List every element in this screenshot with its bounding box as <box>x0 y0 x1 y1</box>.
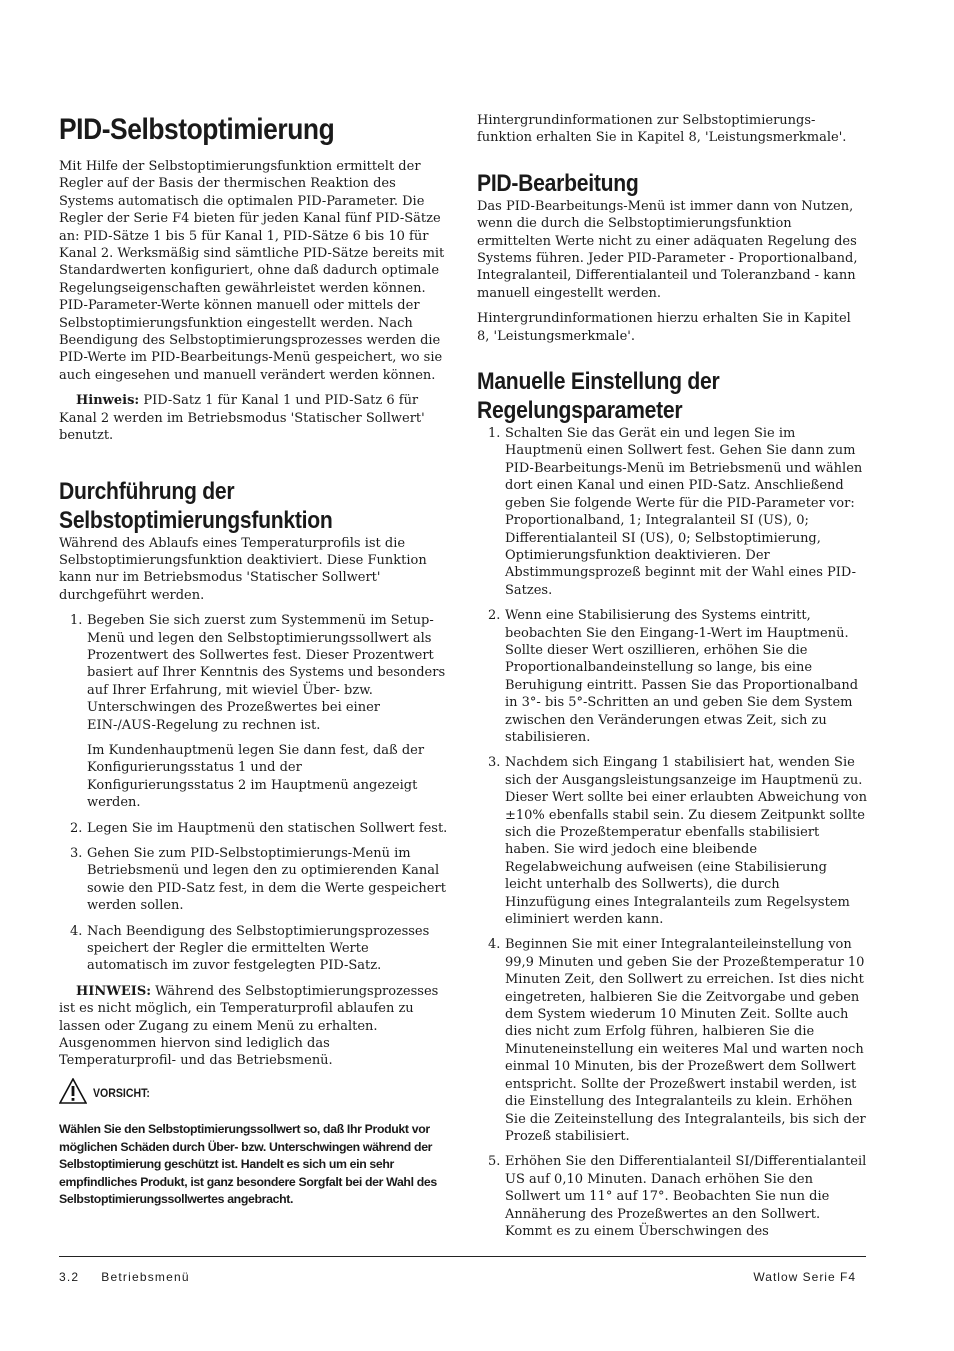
warning-triangle-icon <box>59 1078 93 1109</box>
page-number: 3.2 <box>59 1270 80 1284</box>
section-heading-autotune-line1: Durchführung der <box>59 477 235 505</box>
manual-steps <box>477 425 867 1240</box>
caution-text: Wählen Sie den Selbstoptimierungssollwert so, daß Ihr Produkt vor möglichen Schäden durch Über- bzw. Unterschwingen während der Selbstoptimierung geschützt ist. Handelt es sich um ein sehr empfindliches Produkt, ist ganz besondere Sorgfalt bei der Wahl des Selbstoptimierungssollwertes angebracht. <box>59 1122 437 1206</box>
step-number: 2. <box>488 608 501 624</box>
step-text: Beginnen Sie mit einer Integralanteileinstellung von 99,9 Minuten und geben Sie der Prozeßtemperatur 10 Minuten Zeit, den Sollwert zu erreichen. Ist dies nicht eingetreten, halbieren Sie die Zeitvorgabe und geben dem System wiederum 10 Minuten Zeit. Sollte auch dies nicht zum Erfolg führen, halbieren Sie die Minuteneinstellung ein weiteres Mal und warten noch einmal 10 Minuten, bis der Prozeßwert dem Sollwert entspricht. Sollte der Prozeßwert instabil werden, ist die Einstellung des Integralanteils zu klein. Erhöhen Sie die Zeiteinstellung des Integralanteils, bis sich der Prozeß stabilisiert. <box>505 937 866 1144</box>
list-item <box>477 936 867 1145</box>
section-heading-pid-edit: PID-Bearbeitung <box>477 169 639 197</box>
step-text: Gehen Sie zum PID-Selbstoptimierungs-Menü im Betriebsmenü und legen den zu optimierenden Kanal sowie den PID-Satz fest, in dem die Werte gespeichert werden sollen. <box>87 846 446 914</box>
pid-edit-paragraph: Das PID-Bearbeitungs-Menü ist immer dann von Nutzen, wenn die durch die Selbstoptimierungsfunktion ermittelten Werte nicht zu einer adäquaten Regelung des Systems führen. Jeder PID-Parameter - Proportionalband, Integralanteil, Differentialanteil und Toleranzband - kann manuell eingestellt werden. <box>477 198 858 301</box>
list-item <box>477 607 867 746</box>
step-text-continued: Im Kundenhauptmenü legen Sie dann fest, daß der Konfigurierungsstatus 1 und der Konfigurierungsstatus 2 im Hauptmenü angezeigt werden. <box>87 742 425 811</box>
hinweis-paragraph <box>59 983 449 1070</box>
page-title: PID-Selbstoptimierung <box>59 113 335 146</box>
footer-left <box>59 1270 190 1284</box>
left-column <box>59 112 449 1216</box>
step-text: Schalten Sie das Gerät ein und legen Sie im Hauptmenü einen Sollwert fest. Gehen Sie dann zum PID-Bearbeitungs-Menü im Betriebsmenü und wählen dort einen Kanal und einen PID-Satz. Anschließend geben Sie folgende Werte für die PID-Parameter vor: Proportionalband, 1; Integralanteil SI (US), 0; Differentialanteil SI (US), 0; Selbstoptimierung, Optimierungsfunktion deaktivieren. Der Abstimmungsprozeß beginnt mit der Wahl eines PID-Satzes. <box>505 426 863 598</box>
footer-product: Watlow Serie F4 <box>753 1270 856 1284</box>
section-heading-autotune-line2: Selbstoptimierungsfunktion <box>59 506 333 534</box>
list-item <box>477 1153 867 1240</box>
step-number: 1. <box>70 613 83 629</box>
list-item <box>59 845 449 915</box>
step-text: Legen Sie im Hauptmenü den statischen Sollwert fest. <box>87 820 448 836</box>
step-number: 3. <box>488 755 501 771</box>
list-item <box>59 612 449 811</box>
step-text: Wenn eine Stabilisierung des Systems eintritt, beobachten Sie den Eingang-1-Wert im Hauptmenü. Sollte dieser Wert oszillieren, erhöhen Sie die Proportionalbandeinstellung so lange, bis eine Beruhigung eintritt. Passen Sie das Proportionalband in 3°- bis 5°-Schritten an und geben Sie dem System zwischen den Veränderungen etwas Zeit, sich zu stabilisieren. <box>505 608 859 745</box>
list-item <box>59 923 449 975</box>
step-number: 1. <box>488 426 501 442</box>
autotune-intro: Während des Ablaufs eines Temperaturprofils ist die Selbstoptimierungsfunktion deaktiviert. Diese Funktion kann nur im Betriebsmodus 'Statischer Sollwert' durchgeführt werden. <box>59 535 427 603</box>
background-info-paragraph: Hintergrundinformationen zur Selbstoptimierungs-funktion erhalten Sie in Kapitel 8, 'Leistungsmerkmale'. <box>477 113 847 146</box>
autotune-steps <box>59 612 449 975</box>
step-number: 5. <box>488 1154 501 1170</box>
step-text: Erhöhen Sie den Differentialanteil SI/Differentialanteil US auf 0,10 Minuten. Danach erhöhen Sie den Sollwert um 11° auf 17°. Beobachten Sie nun die Annäherung des Prozeßwertes an den Sollwert. Kommt es zu einem Überschwingen des <box>505 1154 867 1239</box>
list-item <box>59 820 449 837</box>
note-label: Hinweis: <box>76 393 140 409</box>
section-heading-manual-line1: Manuelle Einstellung der <box>477 368 720 396</box>
note-paragraph <box>59 392 449 444</box>
step-text: Begeben Sie sich zuerst zum Systemmenü im Setup-Menü und legen den Selbstoptimierungssollwert als Prozentwert des Sollwertes fest. Dieser Prozentwert basiert auf Ihrer Kenntnis des Systems und besonders auf Ihrer Erfahrung, mit wieviel Über- bzw. Unterschwingen des Prozeßwertes bei einer EIN-/AUS-Regelung zu rechnen ist. <box>87 613 446 733</box>
list-item <box>477 425 867 599</box>
intro-paragraph: Mit Hilfe der Selbstoptimierungsfunktion ermittelt der Regler auf der Basis der thermischen Reaktion des Systems automatisch die optimalen PID-Parameter. Die Regler der Serie F4 bieten für jeden Kanal fünf PID-Sätze an: PID-Sätze 1 bis 5 für Kanal 1, PID-Sätze 6 bis 10 für Kanal 2. Werksmäßig sind sämtliche PID-Sätze bereits mit Standardwerten konfiguriert, ohne daß dadurch optimale Regelungseigenschaften gewährleistet werden können. PID-Parameter-Werte können manuell oder mittels der Selbstoptimierungsfunktion eingestellt werden. Nach Beendigung des Selbstoptimierungsprozesses werden die PID-Werte im PID-Bearbeitungs-Menü gespeichert, wo sie auch eingesehen und manuell verändert werden können. <box>59 159 445 383</box>
right-column <box>477 112 867 1248</box>
hinweis-text: Während des Selbstoptimierungsprozesses ist es nicht möglich, ein Temperaturprofil ablaufen zu lassen oder Zugang zu einem Menü zu erhalten. Ausgenommen hiervon sind lediglich das Temperaturprofil- und das Betriebsmenü. <box>59 983 439 1069</box>
footer-section: Betriebsmenü <box>101 1270 190 1284</box>
step-number: 2. <box>70 820 83 836</box>
step-number: 4. <box>70 923 83 939</box>
section-heading-manual-line2: Regelungsparameter <box>477 397 683 425</box>
hinweis-label: HINWEIS: <box>76 983 152 999</box>
pid-edit-reference: Hintergrundinformationen hierzu erhalten Sie in Kapitel 8, 'Leistungsmerkmale'. <box>477 311 851 344</box>
caution-label: VORSICHT: <box>93 1085 150 1100</box>
step-number: 4. <box>488 937 501 953</box>
step-text: Nachdem sich Eingang 1 stabilisiert hat, wenden Sie sich der Ausgangsleistungsanzeige im Hauptmenü zu. Dieser Wert sollte bei einer erlaubten Abweichung von ±10% ebenfalls stabil sein. Zu diesem Zeitpunkt sollte sich die Prozeßtemperatur ebenfalls stabilisiert haben. Sie wird jedoch eine bleibende Regelabweichung aufweisen (eine Stabilisierung leicht unterhalb des Sollwerts), die durch Hinzufügung eines Integralanteils zum Regelsystem eliminiert werden kann. <box>505 755 868 928</box>
note-text: PID-Satz 1 für Kanal 1 und PID-Satz 6 für Kanal 2 werden im Betriebsmodus 'Statischer Sollwert' benutzt. <box>59 393 425 444</box>
footer-divider <box>59 1256 866 1257</box>
step-text: Nach Beendigung des Selbstoptimierungsprozesses speichert der Regler die ermittelten Werte automatisch im zuvor festgelegten PID-Satz. <box>87 923 430 974</box>
step-number: 3. <box>70 846 83 861</box>
list-item <box>477 754 867 928</box>
caution-header <box>59 1078 449 1109</box>
